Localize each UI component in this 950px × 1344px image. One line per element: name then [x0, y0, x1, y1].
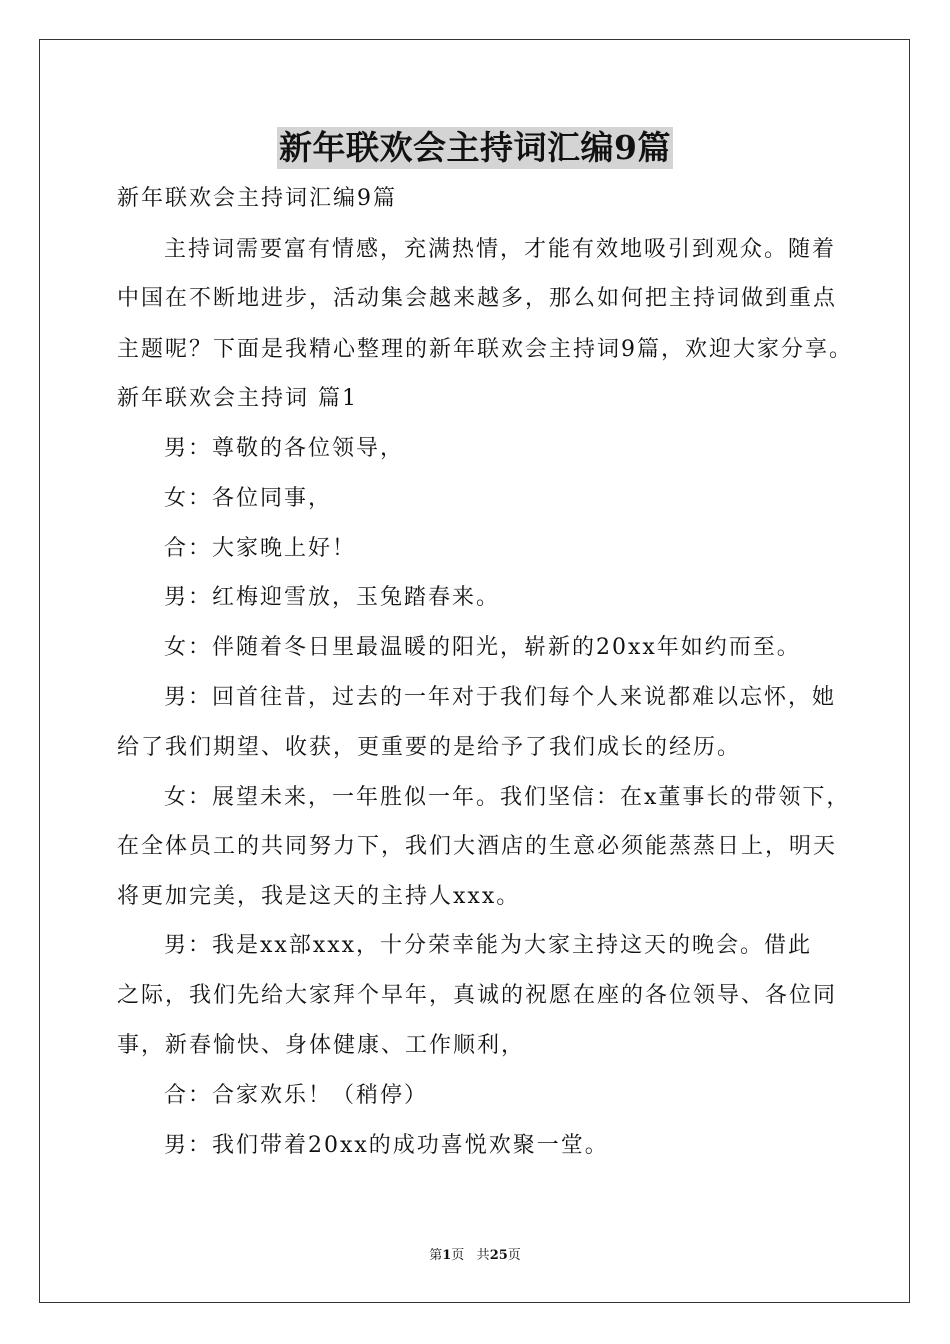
dialogue-line: 事，新春愉快、身体健康、工作顺利， — [117, 1033, 526, 1058]
dialogue-line: 给了我们期望、收获，更重要的是给予了我们成长的经历。 — [117, 735, 742, 760]
page-number: 1 — [442, 1248, 452, 1263]
document-title: 新年联欢会主持词汇编9篇 — [279, 128, 671, 167]
page-footer — [0, 1247, 950, 1265]
total-prefix: 共 — [476, 1248, 490, 1263]
page-suffix: 页 — [451, 1248, 465, 1263]
dialogue-line: 男：红梅迎雪放，玉兔踏春来。 — [164, 585, 501, 610]
dialogue-line: 合：大家晚上好！ — [164, 536, 357, 561]
title-container — [0, 127, 950, 169]
subtitle-line: 新年联欢会主持词汇编9篇 — [117, 186, 397, 211]
dialogue-line: 男：我是xx部xxx，十分荣幸能为大家主持这天的晚会。借此 — [164, 933, 813, 958]
paragraph-line: 中国在不断地进步，活动集会越来越多，那么如何把主持词做到重点 — [117, 286, 838, 311]
dialogue-line: 合：合家欢乐！（稍停） — [164, 1083, 429, 1108]
total-suffix: 页 — [507, 1248, 521, 1263]
dialogue-line: 女：各位同事， — [164, 486, 333, 511]
dialogue-line: 男：回首往昔，过去的一年对于我们每个人来说都难以忘怀，她 — [164, 685, 837, 710]
dialogue-line: 女：展望未来，一年胜似一年。我们坚信：在x董事长的带领下， — [164, 785, 851, 810]
paragraph-line: 主题呢？下面是我精心整理的新年联欢会主持词9篇，欢迎大家分享。 — [117, 337, 853, 362]
dialogue-line: 男：尊敬的各位领导， — [164, 436, 405, 461]
page-border — [39, 39, 910, 1303]
dialogue-line: 之际，我们先给大家拜个早年，真诚的祝愿在座的各位领导、各位同 — [117, 983, 838, 1008]
dialogue-line: 女：伴随着冬日里最温暖的阳光，崭新的20xx年如约而至。 — [164, 635, 801, 660]
dialogue-line: 将更加完美，我是这天的主持人xxx。 — [117, 884, 521, 909]
page-prefix: 第 — [429, 1248, 443, 1263]
dialogue-line: 在全体员工的共同努力下，我们大酒店的生意必须能蒸蒸日上，明天 — [117, 834, 838, 859]
dialogue-line: 男：我们带着20xx的成功喜悦欢聚一堂。 — [164, 1133, 609, 1158]
paragraph-line: 主持词需要富有情感，充满热情，才能有效地吸引到观众。随着 — [164, 237, 837, 262]
total-pages: 25 — [489, 1248, 508, 1263]
section-heading: 新年联欢会主持词 篇1 — [117, 386, 358, 411]
